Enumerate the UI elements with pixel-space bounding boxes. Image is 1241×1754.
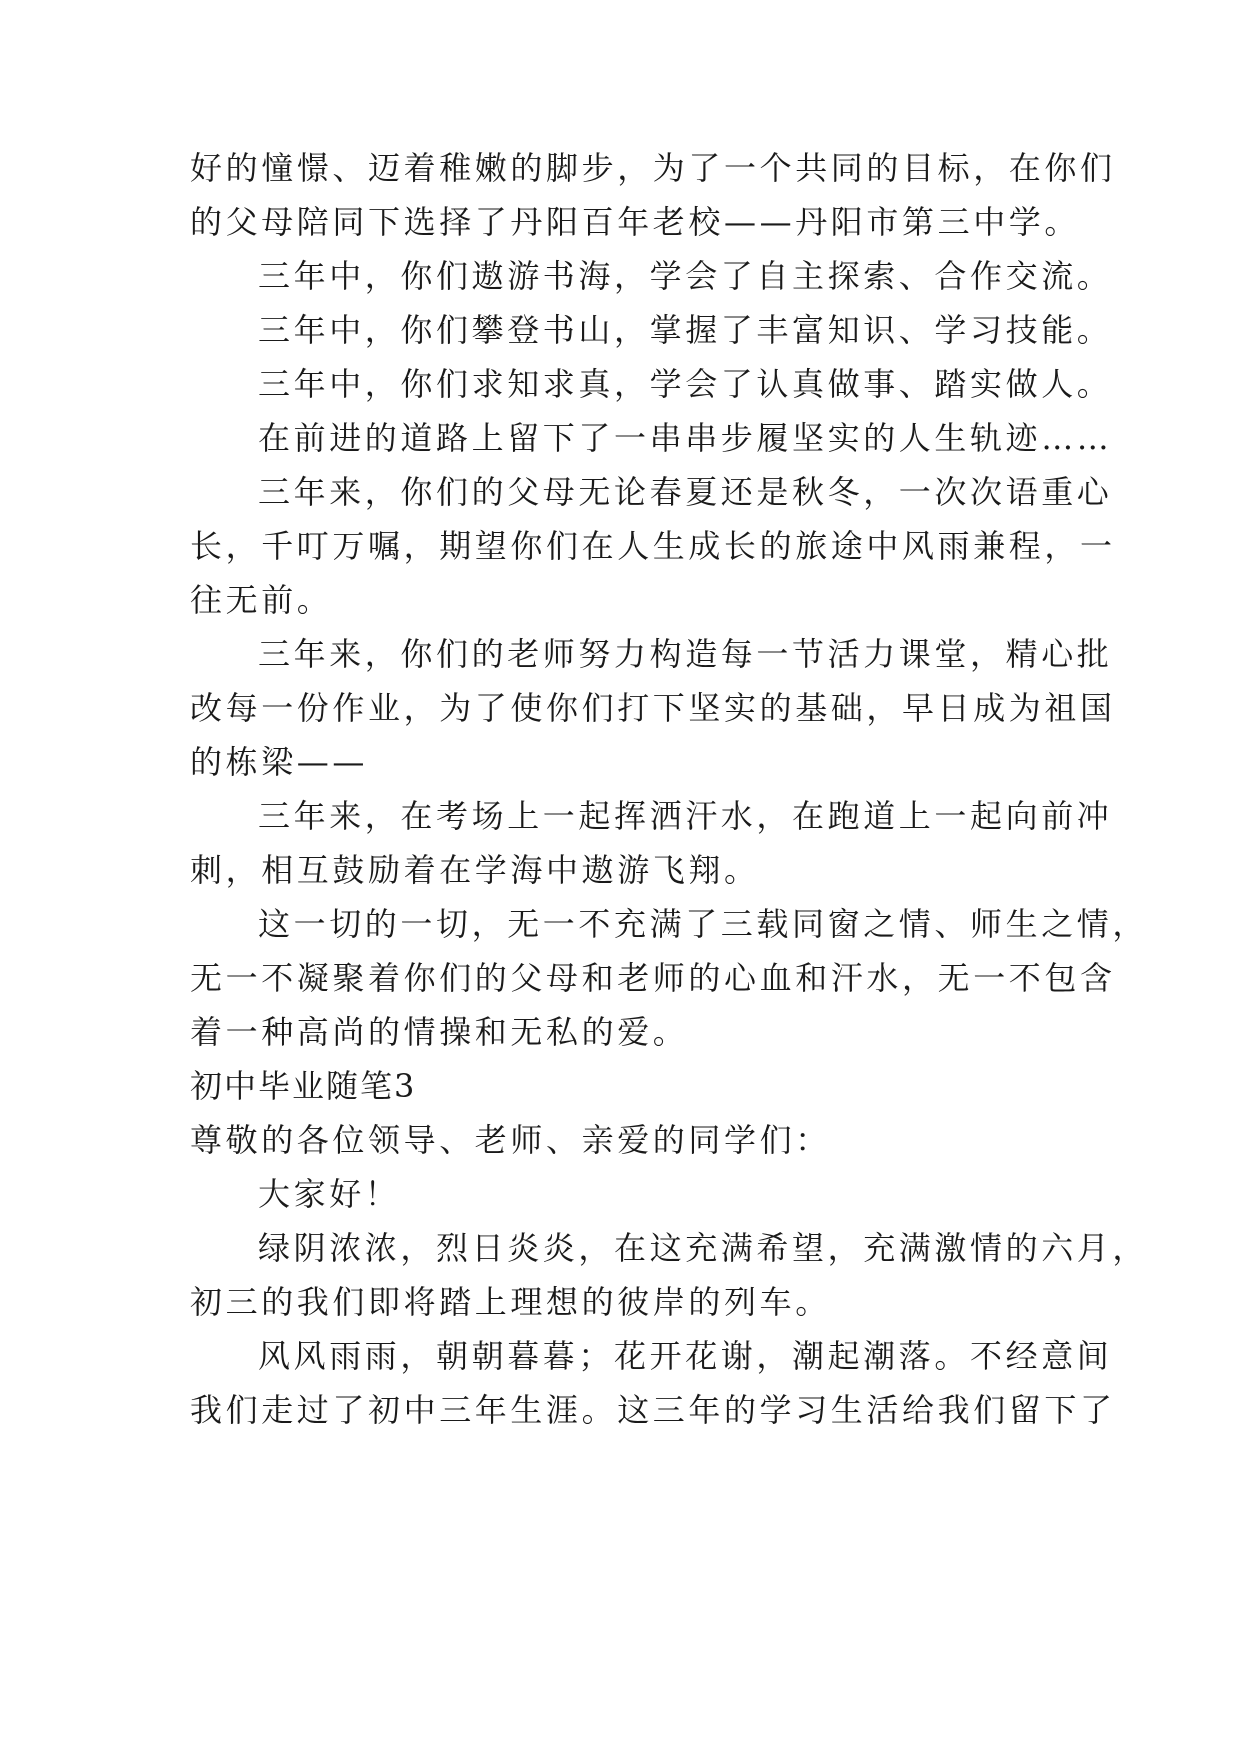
greeting: 大家好！ [258, 1175, 401, 1213]
text-line: 三年来，你们的老师努力构造每一节活力课堂，精心批 [258, 635, 1113, 673]
text-line: 的栋梁—— [190, 743, 369, 781]
text-line: 三年来，在考场上一起挥洒汗水，在跑道上一起向前冲 [258, 797, 1113, 835]
text-line: 改每一份作业，为了使你们打下坚实的基础，早日成为祖国 [190, 689, 1116, 727]
text-line: 往无前。 [190, 581, 333, 619]
text-line: 三年中，你们遨游书海，学会了自主探索、合作交流。 [258, 257, 1113, 295]
text-line: 在前进的道路上留下了一串串步履坚实的人生轨迹…… [258, 419, 1113, 457]
text-line: 初三的我们即将踏上理想的彼岸的列车。 [190, 1283, 831, 1321]
text-line: 着一种高尚的情操和无私的爱。 [190, 1013, 689, 1051]
text-line: 的父母陪同下选择了丹阳百年老校——丹阳市第三中学。 [190, 203, 1081, 241]
text-line: 刺，相互鼓励着在学海中遨游飞翔。 [190, 851, 760, 889]
text-line: 绿阴浓浓，烈日炎炎，在这充满希望，充满激情的六月， [258, 1229, 1149, 1267]
text-line: 三年中，你们求知求真，学会了认真做事、踏实做人。 [258, 365, 1113, 403]
text-line: 这一切的一切，无一不充满了三载同窗之情、师生之情， [258, 905, 1149, 943]
text-line: 三年来，你们的父母无论春夏还是秋冬，一次次语重心 [258, 473, 1113, 511]
text-line: 我们走过了初中三年生涯。这三年的学习生活给我们留下了 [190, 1391, 1116, 1429]
text-line: 三年中，你们攀登书山，掌握了丰富知识、学习技能。 [258, 311, 1113, 349]
salutation: 尊敬的各位领导、老师、亲爱的同学们： [190, 1121, 831, 1159]
text-line: 好的憧憬、迈着稚嫩的脚步，为了一个共同的目标，在你们 [190, 149, 1116, 187]
text-line: 风风雨雨，朝朝暮暮；花开花谢，潮起潮落。不经意间 [258, 1337, 1113, 1375]
text-line: 长，千叮万嘱，期望你们在人生成长的旅途中风雨兼程，一 [190, 527, 1116, 565]
section-title: 初中毕业随笔3 [190, 1067, 417, 1105]
text-line: 无一不凝聚着你们的父母和老师的心血和汗水，无一不包含 [190, 959, 1116, 997]
